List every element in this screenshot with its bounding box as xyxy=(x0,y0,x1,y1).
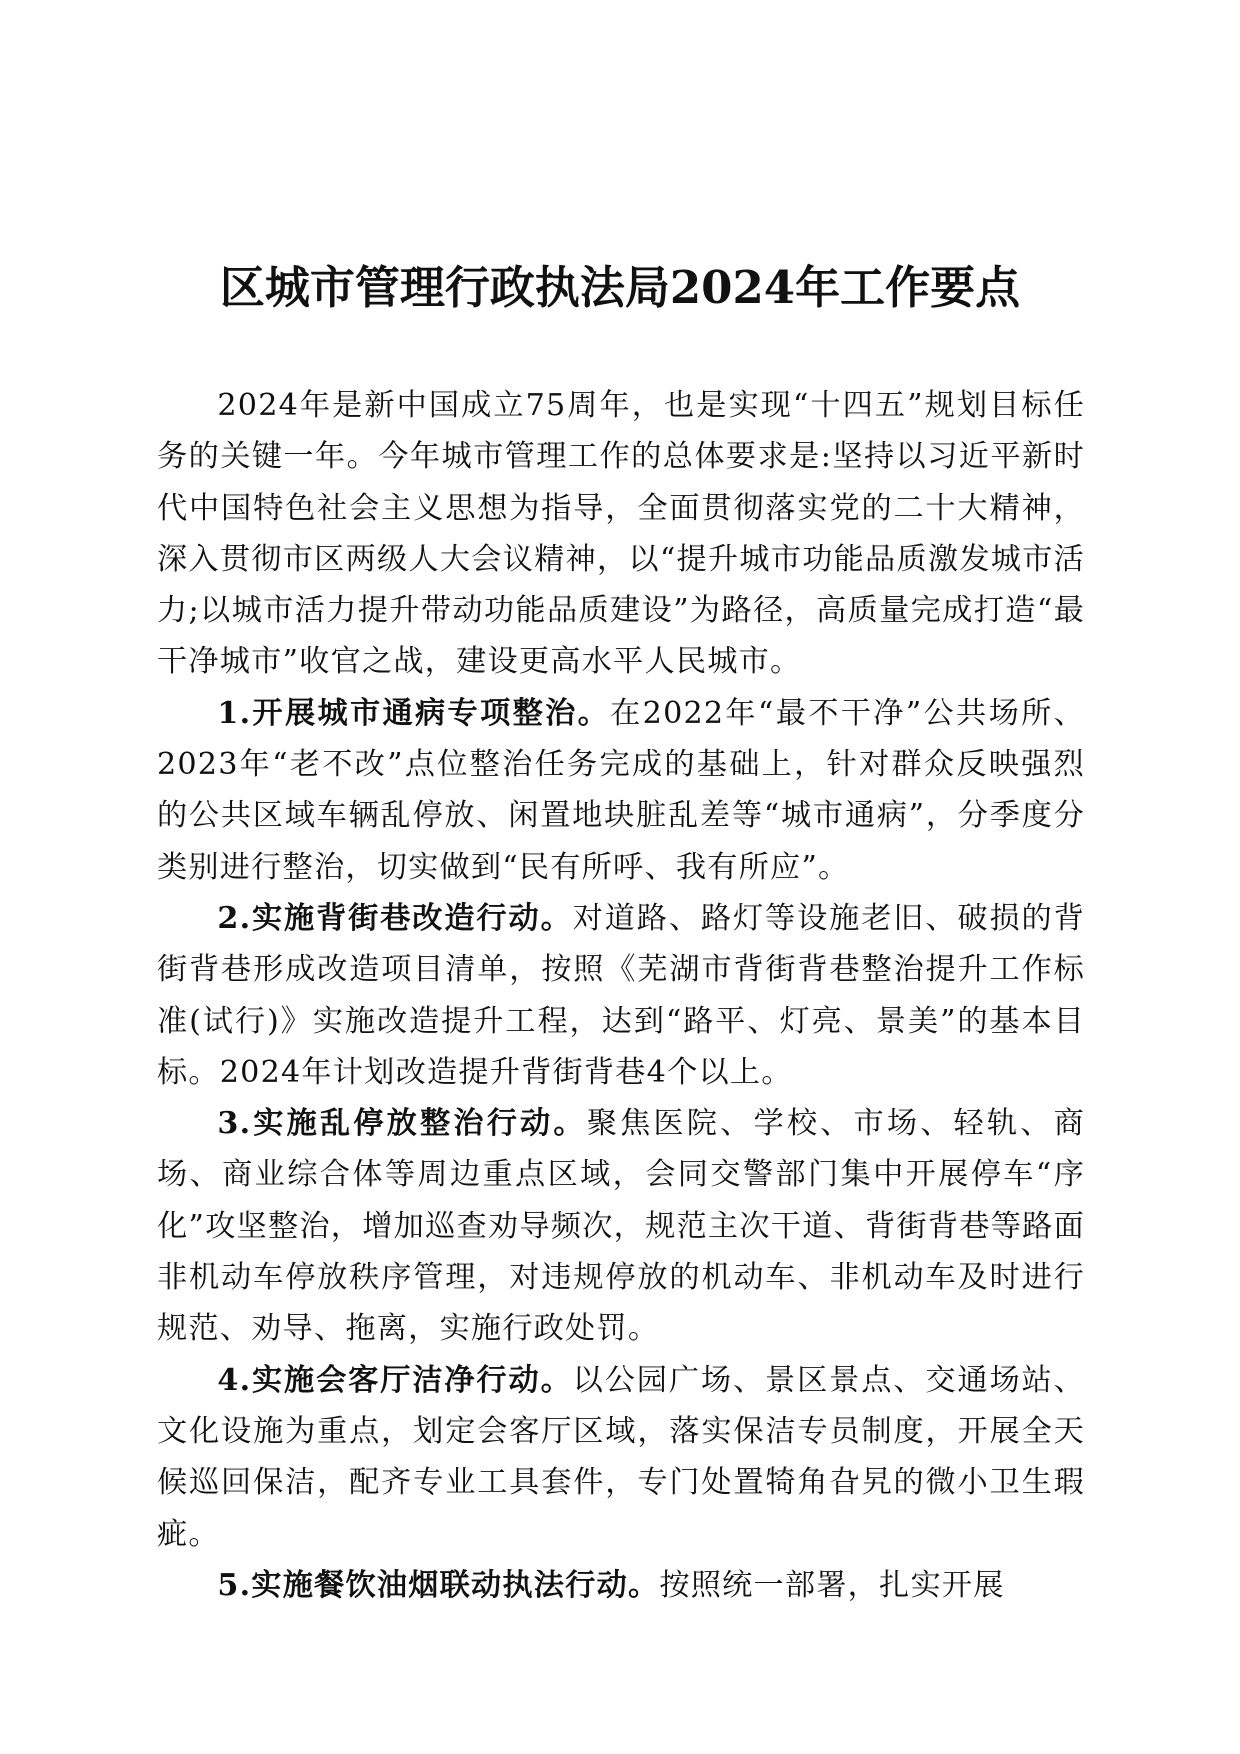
item-heading: 2.实施背街巷改造行动。 xyxy=(217,900,573,936)
item-heading: 3.实施乱停放整治行动。 xyxy=(217,1106,587,1142)
item-heading: 4.实施会客厅洁净行动。 xyxy=(217,1362,573,1398)
list-item xyxy=(157,1355,1085,1560)
list-item xyxy=(157,1560,1085,1611)
item-heading: 5.实施餐饮油烟联动执法行动。 xyxy=(217,1567,660,1603)
item-text: 聚焦医院、学校、市场、轻轨、商场、商业综合体等周边重点区域，会同交警部门集中开展停车“序化”攻坚整治，增加巡查劝导频次，规范主次干道、背街背巷等路面非机动车停放秩序管理，对违规停放的机动车、非机动车及时进行规范、劝导、拖离，实施行政处罚。 xyxy=(157,1106,1085,1347)
item-text: 在2022年“最不干净”公共场所、2023年“老不改”点位整治任务完成的基础上，针对群众反映强烈的公共区域车辆乱停放、闲置地块脏乱差等“城市通病”，分季度分类别进行整治，切实做到“民有所呼、我有所应”。 xyxy=(157,695,1085,885)
page-title: 区城市管理行政执法局2024年工作要点 xyxy=(219,261,1021,315)
document-body xyxy=(157,380,1085,1611)
item-text: 以公园广场、景区景点、交通场站、文化设施为重点，划定会客厅区域，落实保洁专员制度，开展全天候巡回保洁，配齐专业工具套件，专门处置犄角旮旯的微小卫生瑕疵。 xyxy=(157,1362,1086,1552)
list-item xyxy=(157,688,1085,893)
item-text: 对道路、路灯等设施老旧、破损的背街背巷形成改造项目清单，按照《芜湖市背街背巷整治提升工作标准(试行)》实施改造提升工程，达到“路平、灯亮、景美”的基本目标。2024年计划改造提升背街背巷4个以上。 xyxy=(157,900,1086,1090)
list-item xyxy=(157,1098,1085,1354)
intro-paragraph: 2024年是新中国成立75周年，也是实现“十四五”规划目标任务的关键一年。今年城市管理工作的总体要求是:坚持以习近平新时代中国特色社会主义思想为指导，全面贯彻落实党的二十大精神，深入贯彻市区两级人大会议精神，以“提升城市功能品质激发城市活力;以城市活力提升带动功能品质建设”为路径，高质量完成打造“最干净城市”收官之战，建设更高水平人民城市。 xyxy=(157,388,1085,680)
item-heading: 1.开展城市通病专项整治。 xyxy=(217,695,611,731)
list-item xyxy=(157,893,1085,1098)
item-text: 按照统一部署，扎实开展 xyxy=(659,1567,1005,1603)
